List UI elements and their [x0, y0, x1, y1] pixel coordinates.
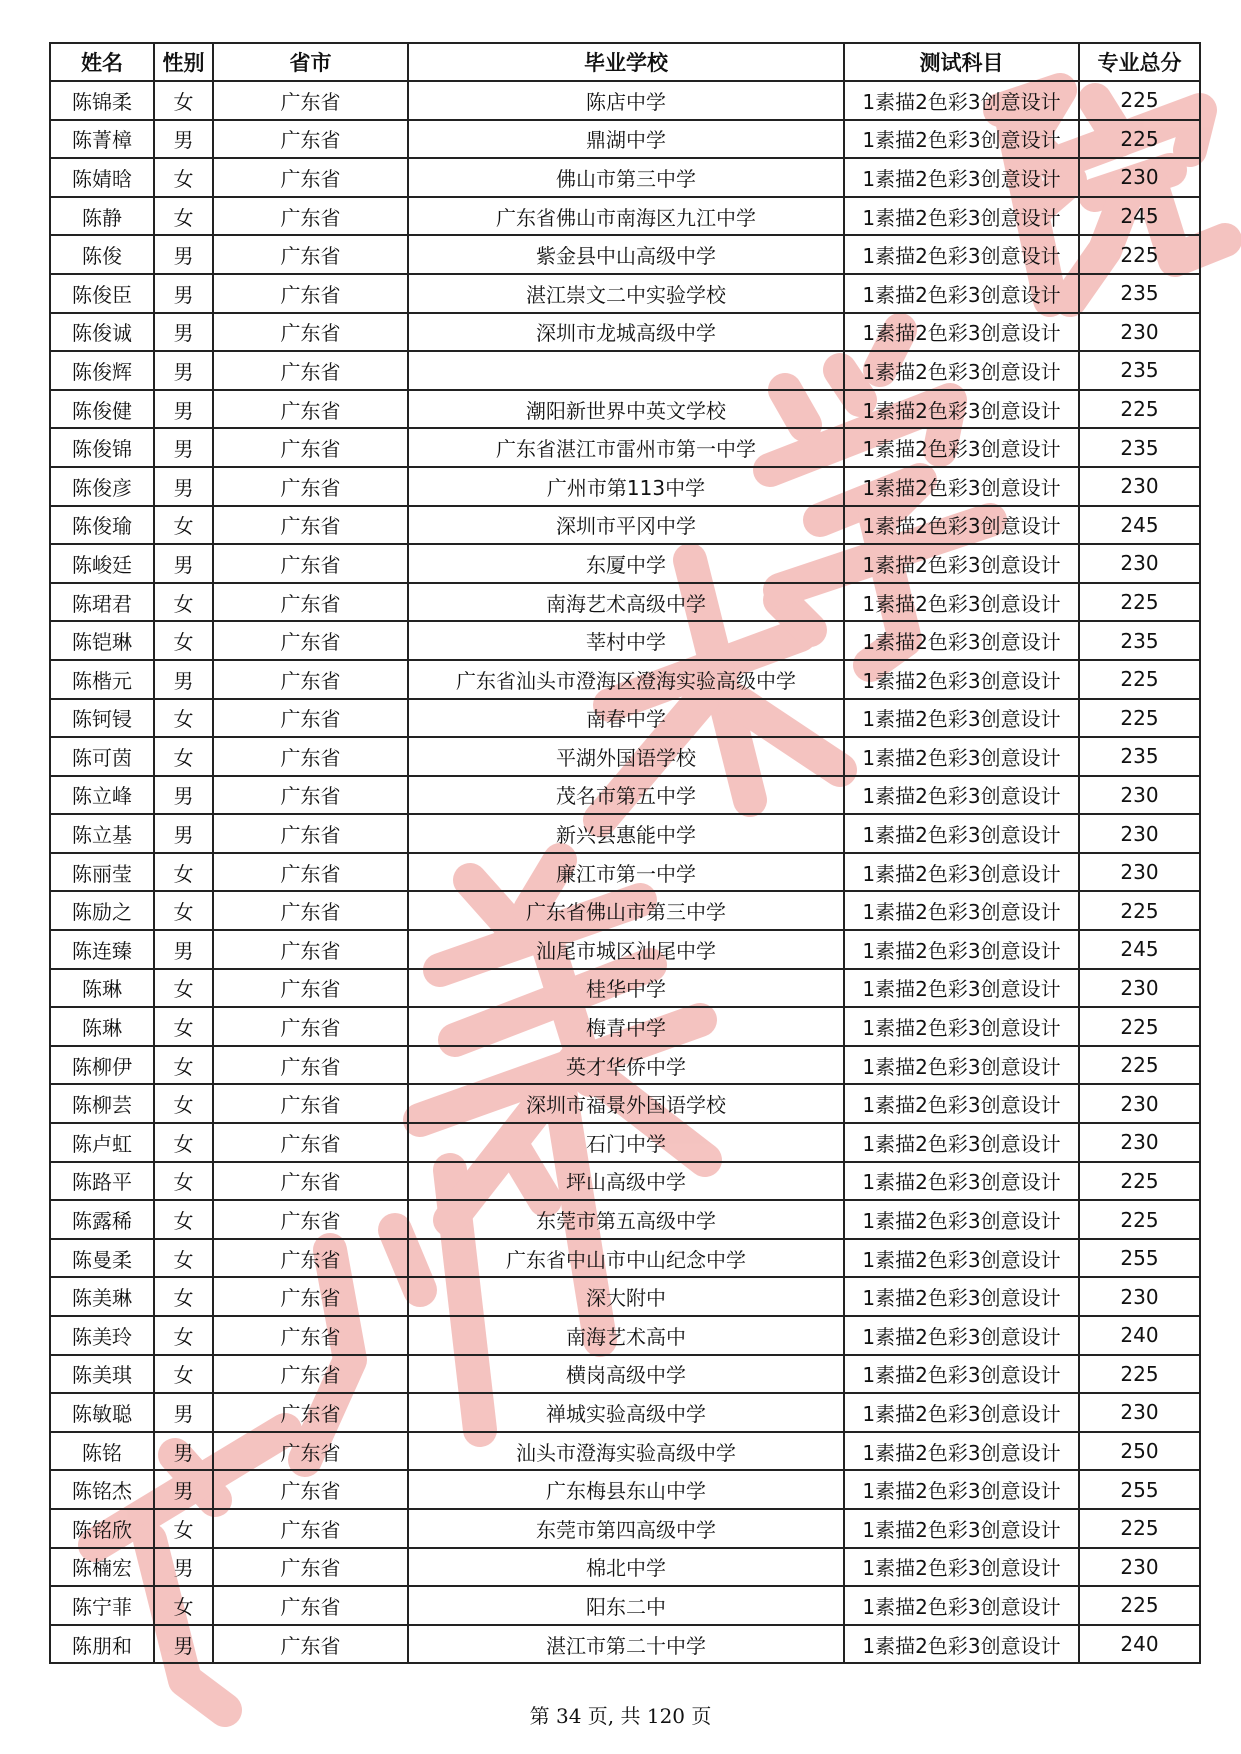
- cell-name: 陈铭: [50, 1432, 154, 1471]
- cell-gender: 女: [154, 891, 213, 930]
- cell-gender: 女: [154, 1123, 213, 1162]
- table-row: [50, 660, 1200, 699]
- cell-school: 英才华侨中学: [408, 1046, 844, 1085]
- cell-subjects: 1素描2色彩3创意设计: [844, 1432, 1079, 1471]
- cell-province: 广东省: [213, 583, 408, 622]
- cell-school: 廉江市第一中学: [408, 853, 844, 892]
- cell-province: 广东省: [213, 969, 408, 1008]
- cell-total-score: 230: [1079, 1548, 1200, 1587]
- cell-gender: 女: [154, 158, 213, 197]
- cell-school: 广东省佛山市第三中学: [408, 891, 844, 930]
- cell-province: 广东省: [213, 737, 408, 776]
- cell-province: 广东省: [213, 197, 408, 236]
- header-name: 姓名: [50, 43, 154, 81]
- cell-subjects: 1素描2色彩3创意设计: [844, 814, 1079, 853]
- cell-school: 石门中学: [408, 1123, 844, 1162]
- cell-subjects: 1素描2色彩3创意设计: [844, 81, 1079, 120]
- cell-province: 广东省: [213, 1200, 408, 1239]
- cell-gender: 男: [154, 1625, 213, 1664]
- table-row: [50, 1509, 1200, 1548]
- table-row: [50, 428, 1200, 467]
- cell-subjects: 1素描2色彩3创意设计: [844, 583, 1079, 622]
- cell-school: 深圳市龙城高级中学: [408, 313, 844, 352]
- cell-gender: 男: [154, 1470, 213, 1509]
- table-row: [50, 467, 1200, 506]
- cell-province: 广东省: [213, 506, 408, 545]
- cell-total-score: 235: [1079, 351, 1200, 390]
- cell-school: 东莞市第四高级中学: [408, 1509, 844, 1548]
- cell-school: 广东梅县东山中学: [408, 1470, 844, 1509]
- cell-total-score: 250: [1079, 1432, 1200, 1471]
- cell-subjects: 1素描2色彩3创意设计: [844, 699, 1079, 738]
- cell-province: 广东省: [213, 660, 408, 699]
- cell-name: 陈菁樟: [50, 120, 154, 159]
- cell-total-score: 235: [1079, 274, 1200, 313]
- cell-school: 东厦中学: [408, 544, 844, 583]
- table-row: [50, 1355, 1200, 1394]
- cell-school: 南海艺术高级中学: [408, 583, 844, 622]
- cell-province: 广东省: [213, 81, 408, 120]
- cell-province: 广东省: [213, 1509, 408, 1548]
- cell-province: 广东省: [213, 1046, 408, 1085]
- cell-province: 广东省: [213, 1277, 408, 1316]
- cell-name: 陈敏聪: [50, 1393, 154, 1432]
- cell-total-score: 225: [1079, 1046, 1200, 1085]
- cell-total-score: 230: [1079, 1393, 1200, 1432]
- cell-total-score: 245: [1079, 197, 1200, 236]
- cell-name: 陈宁菲: [50, 1586, 154, 1625]
- cell-total-score: 225: [1079, 583, 1200, 622]
- cell-province: 广东省: [213, 313, 408, 352]
- cell-school: 莘村中学: [408, 621, 844, 660]
- header-subjects: 测试科目: [844, 43, 1079, 81]
- cell-subjects: 1素描2色彩3创意设计: [844, 351, 1079, 390]
- cell-subjects: 1素描2色彩3创意设计: [844, 158, 1079, 197]
- cell-subjects: 1素描2色彩3创意设计: [844, 1625, 1079, 1664]
- cell-subjects: 1素描2色彩3创意设计: [844, 197, 1079, 236]
- cell-gender: 男: [154, 467, 213, 506]
- table-row: [50, 1625, 1200, 1664]
- cell-gender: 女: [154, 1355, 213, 1394]
- table-row: [50, 891, 1200, 930]
- cell-gender: 女: [154, 1200, 213, 1239]
- cell-school: 深圳市福景外国语学校: [408, 1084, 844, 1123]
- cell-gender: 女: [154, 81, 213, 120]
- cell-subjects: 1素描2色彩3创意设计: [844, 1162, 1079, 1201]
- cell-total-score: 230: [1079, 776, 1200, 815]
- table-row: [50, 853, 1200, 892]
- cell-name: 陈美琪: [50, 1355, 154, 1394]
- cell-total-score: 255: [1079, 1239, 1200, 1278]
- cell-name: 陈琳: [50, 969, 154, 1008]
- cell-gender: 女: [154, 1277, 213, 1316]
- cell-province: 广东省: [213, 621, 408, 660]
- table-row: [50, 506, 1200, 545]
- table-row: [50, 235, 1200, 274]
- cell-province: 广东省: [213, 120, 408, 159]
- cell-gender: 女: [154, 853, 213, 892]
- cell-gender: 女: [154, 1007, 213, 1046]
- page-footer: 第 34 页, 共 120 页: [529, 1704, 712, 1728]
- cell-school: 深圳市平冈中学: [408, 506, 844, 545]
- cell-subjects: 1素描2色彩3创意设计: [844, 1355, 1079, 1394]
- cell-name: 陈露稀: [50, 1200, 154, 1239]
- table-row: [50, 1470, 1200, 1509]
- cell-province: 广东省: [213, 390, 408, 429]
- cell-total-score: 230: [1079, 467, 1200, 506]
- cell-province: 广东省: [213, 853, 408, 892]
- cell-school: 桂华中学: [408, 969, 844, 1008]
- cell-total-score: 230: [1079, 1123, 1200, 1162]
- cell-name: 陈美玲: [50, 1316, 154, 1355]
- cell-name: 陈楷元: [50, 660, 154, 699]
- cell-name: 陈楠宏: [50, 1548, 154, 1587]
- table-row: [50, 1046, 1200, 1085]
- cell-gender: 男: [154, 235, 213, 274]
- cell-school: 梅青中学: [408, 1007, 844, 1046]
- cell-province: 广东省: [213, 1007, 408, 1046]
- cell-name: 陈锦柔: [50, 81, 154, 120]
- cell-name: 陈连臻: [50, 930, 154, 969]
- cell-total-score: 230: [1079, 544, 1200, 583]
- cell-name: 陈峻廷: [50, 544, 154, 583]
- cell-name: 陈俊辉: [50, 351, 154, 390]
- cell-gender: 男: [154, 814, 213, 853]
- cell-total-score: 230: [1079, 853, 1200, 892]
- cell-school: 佛山市第三中学: [408, 158, 844, 197]
- cell-school: 湛江市第二十中学: [408, 1625, 844, 1664]
- table-row: [50, 390, 1200, 429]
- cell-gender: 男: [154, 1432, 213, 1471]
- table-row: [50, 1162, 1200, 1201]
- cell-province: 广东省: [213, 1432, 408, 1471]
- cell-province: 广东省: [213, 158, 408, 197]
- cell-name: 陈励之: [50, 891, 154, 930]
- cell-school: 汕尾市城区汕尾中学: [408, 930, 844, 969]
- cell-name: 陈琳: [50, 1007, 154, 1046]
- cell-gender: 男: [154, 120, 213, 159]
- cell-gender: 女: [154, 699, 213, 738]
- cell-subjects: 1素描2色彩3创意设计: [844, 660, 1079, 699]
- cell-subjects: 1素描2色彩3创意设计: [844, 120, 1079, 159]
- cell-school: 陈店中学: [408, 81, 844, 120]
- table-row: [50, 274, 1200, 313]
- cell-total-score: 235: [1079, 737, 1200, 776]
- table-row: [50, 1007, 1200, 1046]
- table-row: [50, 1316, 1200, 1355]
- table-row: [50, 1432, 1200, 1471]
- cell-subjects: 1素描2色彩3创意设计: [844, 930, 1079, 969]
- cell-province: 广东省: [213, 1393, 408, 1432]
- cell-total-score: 225: [1079, 235, 1200, 274]
- cell-name: 陈铭杰: [50, 1470, 154, 1509]
- table-row: [50, 1586, 1200, 1625]
- cell-school: 鼎湖中学: [408, 120, 844, 159]
- cell-subjects: 1素描2色彩3创意设计: [844, 891, 1079, 930]
- cell-province: 广东省: [213, 1162, 408, 1201]
- cell-name: 陈婧晗: [50, 158, 154, 197]
- cell-subjects: 1素描2色彩3创意设计: [844, 467, 1079, 506]
- cell-school: 南海艺术高中: [408, 1316, 844, 1355]
- cell-gender: 女: [154, 969, 213, 1008]
- cell-school: 紫金县中山高级中学: [408, 235, 844, 274]
- table-row: [50, 814, 1200, 853]
- cell-school: 棉北中学: [408, 1548, 844, 1587]
- cell-total-score: 230: [1079, 969, 1200, 1008]
- cell-name: 陈柳伊: [50, 1046, 154, 1085]
- cell-subjects: 1素描2色彩3创意设计: [844, 1548, 1079, 1587]
- cell-gender: 男: [154, 544, 213, 583]
- cell-gender: 女: [154, 1084, 213, 1123]
- table-row: [50, 120, 1200, 159]
- cell-school: 南春中学: [408, 699, 844, 738]
- cell-subjects: 1素描2色彩3创意设计: [844, 1007, 1079, 1046]
- cell-gender: 男: [154, 930, 213, 969]
- cell-total-score: 240: [1079, 1316, 1200, 1355]
- cell-school: 广东省中山市中山纪念中学: [408, 1239, 844, 1278]
- table-row: [50, 1548, 1200, 1587]
- cell-subjects: 1素描2色彩3创意设计: [844, 969, 1079, 1008]
- cell-gender: 男: [154, 390, 213, 429]
- cell-subjects: 1素描2色彩3创意设计: [844, 1277, 1079, 1316]
- cell-province: 广东省: [213, 1123, 408, 1162]
- cell-total-score: 230: [1079, 313, 1200, 352]
- cell-subjects: 1素描2色彩3创意设计: [844, 1046, 1079, 1085]
- table-row: [50, 1084, 1200, 1123]
- table-row: [50, 1200, 1200, 1239]
- cell-subjects: 1素描2色彩3创意设计: [844, 1586, 1079, 1625]
- table-row: [50, 737, 1200, 776]
- table-row: [50, 1123, 1200, 1162]
- cell-subjects: 1素描2色彩3创意设计: [844, 544, 1079, 583]
- cell-gender: 男: [154, 1548, 213, 1587]
- header-gender: 性别: [154, 43, 213, 81]
- cell-province: 广东省: [213, 351, 408, 390]
- table-row: [50, 197, 1200, 236]
- cell-school: 东莞市第五高级中学: [408, 1200, 844, 1239]
- cell-name: 陈静: [50, 197, 154, 236]
- cell-subjects: 1素描2色彩3创意设计: [844, 1123, 1079, 1162]
- cell-gender: 女: [154, 1046, 213, 1085]
- cell-name: 陈可茵: [50, 737, 154, 776]
- table-row: [50, 313, 1200, 352]
- cell-subjects: 1素描2色彩3创意设计: [844, 621, 1079, 660]
- table-row: [50, 699, 1200, 738]
- cell-school: 横岗高级中学: [408, 1355, 844, 1394]
- cell-total-score: 235: [1079, 621, 1200, 660]
- cell-name: 陈珺君: [50, 583, 154, 622]
- cell-gender: 男: [154, 1393, 213, 1432]
- cell-subjects: 1素描2色彩3创意设计: [844, 506, 1079, 545]
- cell-gender: 男: [154, 776, 213, 815]
- cell-total-score: 225: [1079, 1007, 1200, 1046]
- cell-gender: 女: [154, 1162, 213, 1201]
- cell-total-score: 225: [1079, 1586, 1200, 1625]
- cell-name: 陈俊诚: [50, 313, 154, 352]
- cell-school: 汕头市澄海实验高级中学: [408, 1432, 844, 1471]
- table-header-row: [50, 43, 1200, 81]
- cell-province: 广东省: [213, 776, 408, 815]
- cell-school: 阳东二中: [408, 1586, 844, 1625]
- cell-school: 深大附中: [408, 1277, 844, 1316]
- cell-gender: 女: [154, 583, 213, 622]
- cell-subjects: 1素描2色彩3创意设计: [844, 313, 1079, 352]
- table-row: [50, 1239, 1200, 1278]
- cell-name: 陈铭欣: [50, 1509, 154, 1548]
- cell-subjects: 1素描2色彩3创意设计: [844, 1200, 1079, 1239]
- cell-school: 茂名市第五中学: [408, 776, 844, 815]
- cell-total-score: 240: [1079, 1625, 1200, 1664]
- cell-name: 陈卢虹: [50, 1123, 154, 1162]
- cell-subjects: 1素描2色彩3创意设计: [844, 1239, 1079, 1278]
- cell-school: 禅城实验高级中学: [408, 1393, 844, 1432]
- cell-province: 广东省: [213, 1470, 408, 1509]
- cell-name: 陈丽莹: [50, 853, 154, 892]
- cell-gender: 女: [154, 737, 213, 776]
- cell-name: 陈俊健: [50, 390, 154, 429]
- table-row: [50, 351, 1200, 390]
- cell-subjects: 1素描2色彩3创意设计: [844, 1470, 1079, 1509]
- table-row: [50, 1277, 1200, 1316]
- cell-province: 广东省: [213, 1625, 408, 1664]
- cell-total-score: 230: [1079, 1277, 1200, 1316]
- cell-province: 广东省: [213, 814, 408, 853]
- cell-school: 广东省汕头市澄海区澄海实验高级中学: [408, 660, 844, 699]
- cell-gender: 女: [154, 621, 213, 660]
- cell-province: 广东省: [213, 1586, 408, 1625]
- cell-name: 陈柳芸: [50, 1084, 154, 1123]
- cell-total-score: 230: [1079, 814, 1200, 853]
- cell-school: 广东省湛江市雷州市第一中学: [408, 428, 844, 467]
- cell-gender: 女: [154, 1316, 213, 1355]
- cell-subjects: 1素描2色彩3创意设计: [844, 274, 1079, 313]
- cell-total-score: 255: [1079, 1470, 1200, 1509]
- cell-school: 广东省佛山市南海区九江中学: [408, 197, 844, 236]
- cell-gender: 女: [154, 1586, 213, 1625]
- table-row: [50, 1393, 1200, 1432]
- table-row: [50, 158, 1200, 197]
- cell-subjects: 1素描2色彩3创意设计: [844, 853, 1079, 892]
- cell-province: 广东省: [213, 1084, 408, 1123]
- cell-province: 广东省: [213, 1548, 408, 1587]
- cell-school: 坪山高级中学: [408, 1162, 844, 1201]
- cell-name: 陈钶锓: [50, 699, 154, 738]
- cell-subjects: 1素描2色彩3创意设计: [844, 1393, 1079, 1432]
- cell-gender: 男: [154, 274, 213, 313]
- cell-total-score: 225: [1079, 660, 1200, 699]
- cell-total-score: 225: [1079, 891, 1200, 930]
- cell-province: 广东省: [213, 467, 408, 506]
- cell-province: 广东省: [213, 699, 408, 738]
- table-row: [50, 621, 1200, 660]
- cell-province: 广东省: [213, 1239, 408, 1278]
- cell-name: 陈立峰: [50, 776, 154, 815]
- table-row: [50, 969, 1200, 1008]
- table-row: [50, 776, 1200, 815]
- cell-name: 陈路平: [50, 1162, 154, 1201]
- cell-province: 广东省: [213, 235, 408, 274]
- table-row: [50, 544, 1200, 583]
- cell-total-score: 225: [1079, 1355, 1200, 1394]
- cell-subjects: 1素描2色彩3创意设计: [844, 776, 1079, 815]
- cell-name: 陈美琳: [50, 1277, 154, 1316]
- cell-school: 湛江崇文二中实验学校: [408, 274, 844, 313]
- cell-subjects: 1素描2色彩3创意设计: [844, 428, 1079, 467]
- cell-subjects: 1素描2色彩3创意设计: [844, 390, 1079, 429]
- cell-total-score: 225: [1079, 1509, 1200, 1548]
- cell-gender: 女: [154, 197, 213, 236]
- score-table: [49, 42, 1201, 1664]
- cell-gender: 女: [154, 1509, 213, 1548]
- header-province: 省市: [213, 43, 408, 81]
- cell-name: 陈俊瑜: [50, 506, 154, 545]
- cell-total-score: 230: [1079, 1084, 1200, 1123]
- cell-total-score: 225: [1079, 1162, 1200, 1201]
- cell-school: 新兴县惠能中学: [408, 814, 844, 853]
- cell-gender: 女: [154, 506, 213, 545]
- cell-gender: 男: [154, 660, 213, 699]
- header-total-score: 专业总分: [1079, 43, 1200, 81]
- cell-subjects: 1素描2色彩3创意设计: [844, 1084, 1079, 1123]
- table-row: [50, 81, 1200, 120]
- cell-gender: 男: [154, 351, 213, 390]
- cell-subjects: 1素描2色彩3创意设计: [844, 1509, 1079, 1548]
- cell-name: 陈俊锦: [50, 428, 154, 467]
- cell-province: 广东省: [213, 891, 408, 930]
- cell-subjects: 1素描2色彩3创意设计: [844, 1316, 1079, 1355]
- cell-total-score: 225: [1079, 699, 1200, 738]
- cell-total-score: 245: [1079, 506, 1200, 545]
- cell-name: 陈曼柔: [50, 1239, 154, 1278]
- table-row: [50, 930, 1200, 969]
- cell-subjects: 1素描2色彩3创意设计: [844, 235, 1079, 274]
- cell-province: 广东省: [213, 274, 408, 313]
- cell-name: 陈铠琳: [50, 621, 154, 660]
- cell-province: 广东省: [213, 1355, 408, 1394]
- cell-province: 广东省: [213, 428, 408, 467]
- cell-school: 平湖外国语学校: [408, 737, 844, 776]
- cell-school: [408, 351, 844, 390]
- cell-province: 广东省: [213, 1316, 408, 1355]
- cell-total-score: 225: [1079, 120, 1200, 159]
- cell-total-score: 225: [1079, 81, 1200, 120]
- table-row: [50, 583, 1200, 622]
- cell-name: 陈立基: [50, 814, 154, 853]
- cell-total-score: 230: [1079, 158, 1200, 197]
- cell-name: 陈朋和: [50, 1625, 154, 1664]
- cell-gender: 男: [154, 428, 213, 467]
- cell-province: 广东省: [213, 930, 408, 969]
- cell-name: 陈俊彦: [50, 467, 154, 506]
- cell-total-score: 225: [1079, 390, 1200, 429]
- cell-province: 广东省: [213, 544, 408, 583]
- header-school: 毕业学校: [408, 43, 844, 81]
- cell-school: 广州市第113中学: [408, 467, 844, 506]
- cell-gender: 男: [154, 313, 213, 352]
- cell-total-score: 235: [1079, 428, 1200, 467]
- cell-total-score: 225: [1079, 1200, 1200, 1239]
- cell-gender: 女: [154, 1239, 213, 1278]
- cell-school: 潮阳新世界中英文学校: [408, 390, 844, 429]
- cell-name: 陈俊: [50, 235, 154, 274]
- cell-total-score: 245: [1079, 930, 1200, 969]
- cell-name: 陈俊臣: [50, 274, 154, 313]
- cell-subjects: 1素描2色彩3创意设计: [844, 737, 1079, 776]
